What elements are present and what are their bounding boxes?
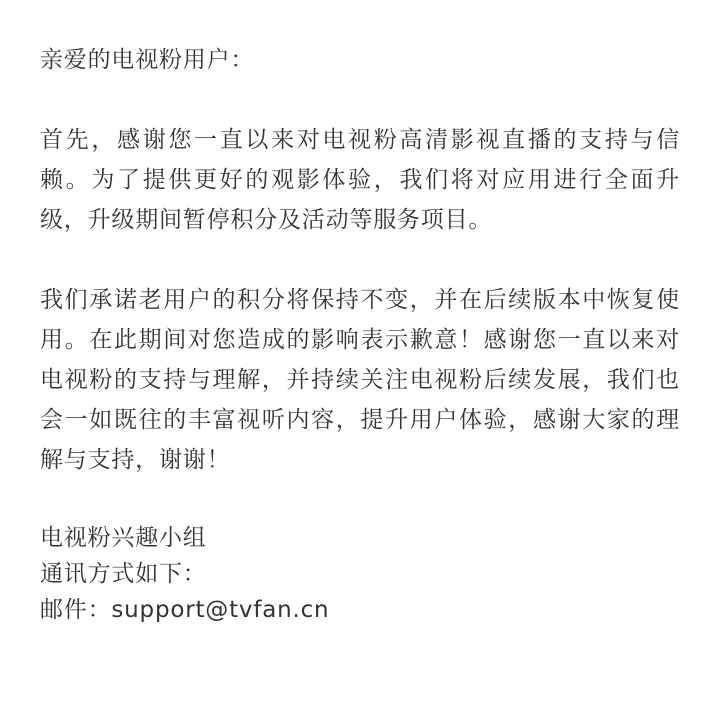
contact-email: 邮件：support@tvfan.cn bbox=[40, 597, 330, 623]
signature-team: 电视粉兴趣小组 bbox=[40, 525, 207, 551]
signature-block bbox=[40, 520, 680, 628]
paragraph-apology: 我们承诺老用户的积分将保持不变，并在后续版本中恢复使用。在此期间对您造成的影响表示歉意！感谢您一直以来对电视粉的支持与理解，并持续关注电视粉后续发展，我们也会一如既往的丰富视听内容，提升用户体验，感谢大家的理解与支持，谢谢！ bbox=[40, 287, 680, 473]
paragraph-upgrade-notice: 首先，感谢您一直以来对电视粉高清影视直播的支持与信赖。为了提供更好的观影体验，我们将对应用进行全面升级，升级期间暂停积分及活动等服务项目。 bbox=[40, 127, 680, 233]
contact-intro: 通讯方式如下： bbox=[40, 561, 207, 587]
greeting: 亲爱的电视粉用户： bbox=[40, 47, 255, 73]
